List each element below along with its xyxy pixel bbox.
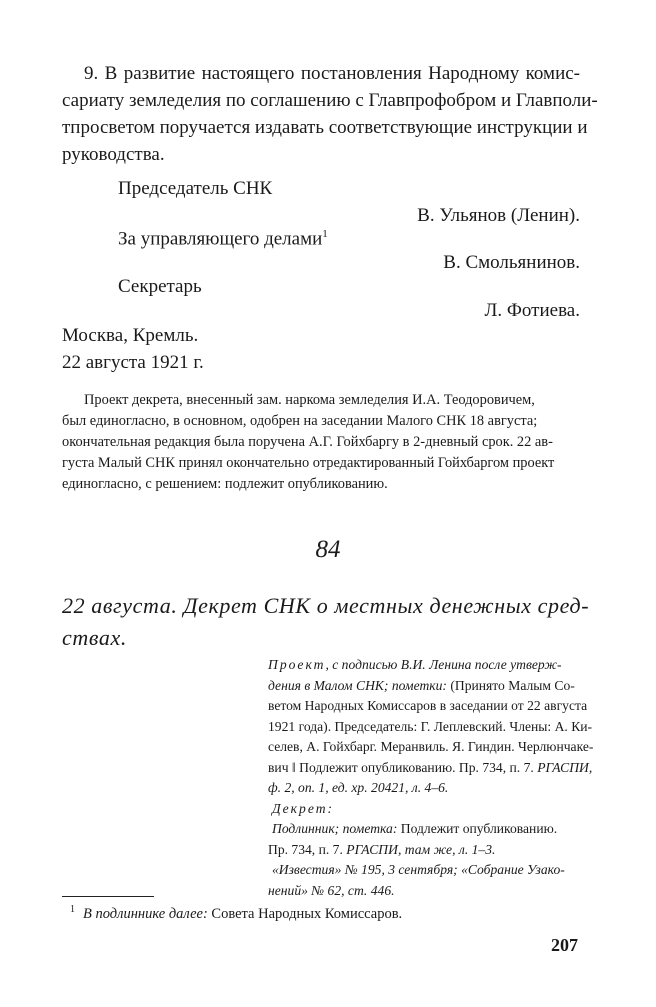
editorial-note [62,390,582,495]
title-line: 22 августа. Декрет СНК о местных денежных сред- [62,593,590,618]
document-number: 84 [315,536,341,563]
note-line: был единогласно, в основном, одобрен на заседании Малого СНК 18 августа; [62,413,538,429]
footnote-marker: 1 [70,904,75,915]
archive-line: Декрет: [272,800,335,816]
archive-text: дения в Малом СНК; пометки: [268,677,447,693]
archive-line: нений» № 62, ст. 446. [268,882,395,898]
archive-line: «Известия» № 195, 3 сентября; «Собрание Узако- [272,862,565,877]
paragraph-line: 9. В развитие настоящего постановления Народному комис- [84,63,580,84]
archive-spaced-word: Проект [268,657,326,672]
signature-role-secretary: Секретарь [118,276,202,297]
signature-name-chairman: В. Ульянов (Ленин). [417,205,580,226]
title-line: ствах. [62,625,127,650]
archive-line: ф. 2, оп. 1, ед. хр. 20421, л. 4–6. [268,780,449,795]
archive-text: РГАСПИ, там же, л. 1–3. [346,841,496,857]
paragraph-9 [62,60,598,168]
footnote-text: Совета Народных Комиссаров. [207,905,403,922]
archive-text: Подлежит опубликованию. [397,821,558,836]
footnote-italic: В подлиннике далее: [83,905,208,922]
archive-line: селев, А. Гойхбарг. Меранвиль. Я. Гиндин. Черлюнчаке- [268,739,594,754]
note-line: густа Малый СНК принял окончательно отредактированный Гойхбаргом проект [62,455,555,471]
note-line: единогласно, с решением: подлежит опубликованию. [62,476,388,492]
archive-text: вич ‖ Подлежит опубликованию. Пр. 734, п. 7. [268,759,538,775]
archive-text: (Принято Малым Со- [446,677,575,693]
archive-text: , с подписью В.И. Ленина после утверж- [325,657,562,672]
archive-reference [268,655,594,901]
place-and-date [62,322,204,376]
archive-line [268,655,584,676]
archive-line: 1921 года). Председатель: Г. Леплевский. Члены: А. Ки- [268,718,593,734]
note-line: окончательная редакция была поручена А.Г. Гойхбаргу в 2-дневный срок. 22 ав- [62,434,553,450]
archive-text: Пр. 734, п. 7. [268,841,347,857]
paragraph-line: сариату земледелия по соглашению с Главпрофобром и Главполи- [62,90,598,111]
signature-name-affairs: В. Смольянинов. [443,252,580,273]
document-title [62,590,590,654]
signature-role-affairs-text: За управляющего делами [118,228,323,250]
paragraph-line: руководства. [62,144,165,165]
signature-name-secretary: Л. Фотиева. [484,300,580,321]
signature-role-affairs [118,228,328,250]
archive-text: Подлинник; пометка: [272,821,398,836]
archive-line [268,840,584,861]
signature-role-chairman: Председатель СНК [118,178,273,199]
archive-line [268,758,593,779]
archive-text: РГАСПИ, [537,759,593,775]
archive-line [268,676,584,697]
archive-line [268,819,584,840]
place-city: Москва, Кремль. [62,325,199,346]
footnote-reference: 1 [322,228,328,240]
footnote-divider [62,896,154,897]
note-line: Проект декрета, внесенный зам. наркома земледелия И.А. Теодоровичем, [84,392,535,408]
archive-line: ветом Народных Комиссаров в заседании от 22 августа [268,698,588,713]
page-number: 207 [551,935,578,955]
footnote [70,904,402,923]
paragraph-line: тпросветом поручается издавать соответствующие инструкции и [62,117,588,138]
place-date: 22 августа 1921 г. [62,352,204,373]
